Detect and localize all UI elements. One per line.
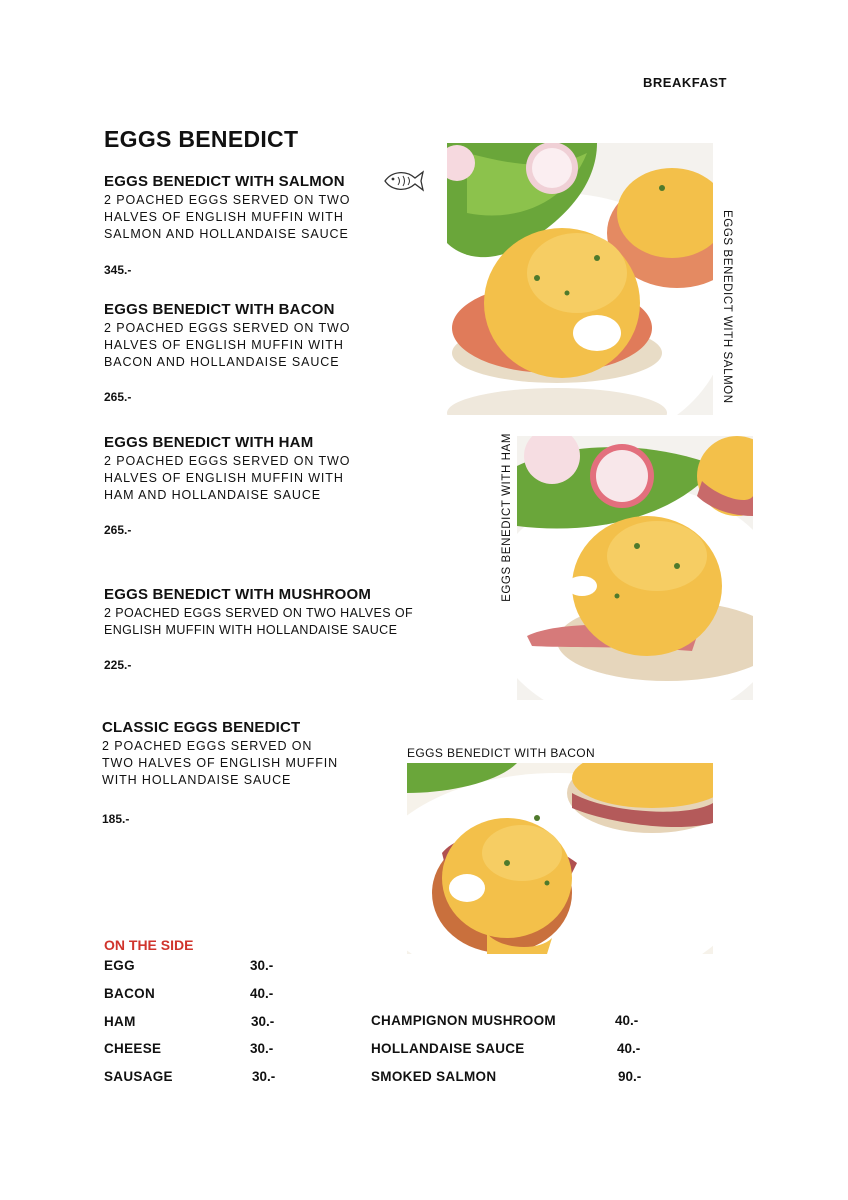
side-price-smoked-salmon: 90.- [618,1069,642,1084]
item-desc-bacon: 2 POACHED EGGS SERVED ON TWO HALVES OF ENGLISH MUFFIN WITH BACON AND HOLLANDAISE SAUCE [104,321,351,369]
side-section-title: ON THE SIDE [104,937,194,953]
side-item-egg: EGG [104,958,135,973]
photo-bacon [407,763,713,954]
side-price-champignon: 40.- [615,1013,639,1028]
side-price-sausage: 30.- [252,1069,276,1084]
side-price-egg: 30.- [250,958,274,973]
item-desc-classic: 2 POACHED EGGS SERVED ON TWO HALVES OF ENGLISH MUFFIN WITH HOLLANDAISE SAUCE [102,739,339,787]
side-item-champignon: CHAMPIGNON MUSHROOM [371,1013,556,1028]
side-item-smoked-salmon: SMOKED SALMON [371,1069,497,1084]
item-price-classic: 185.- [102,812,130,826]
side-price-hollandaise: 40.- [617,1041,641,1056]
side-price-ham: 30.- [251,1014,275,1029]
side-item-bacon: BACON [104,986,155,1001]
item-name-salmon: EGGS BENEDICT WITH SALMON [104,173,345,190]
photo-caption-ham: EGGS BENEDICT WITH HAM [501,433,513,602]
side-item-cheese: CHEESE [104,1041,162,1056]
photo-caption-salmon: EGGS BENEDICT WITH SALMON [721,210,733,404]
photo-caption-bacon: EGGS BENEDICT WITH BACON [407,746,596,760]
item-price-mushroom: 225.- [104,658,132,672]
side-item-ham: HAM [104,1014,136,1029]
item-name-mushroom: EGGS BENEDICT WITH MUSHROOM [104,586,372,603]
item-name-classic: CLASSIC EGGS BENEDICT [102,719,301,736]
item-price-ham: 265.- [104,523,132,537]
item-price-salmon: 345.- [104,263,132,277]
photo-salmon [447,143,713,415]
side-price-cheese: 30.- [250,1041,274,1056]
item-desc-ham: 2 POACHED EGGS SERVED ON TWO HALVES OF ENGLISH MUFFIN WITH HAM AND HOLLANDAISE SAUCE [104,454,351,502]
item-name-bacon: EGGS BENEDICT WITH BACON [104,301,335,318]
item-name-ham: EGGS BENEDICT WITH HAM [104,434,314,451]
side-price-bacon: 40.- [250,986,274,1001]
fish-icon [382,167,426,195]
section-label: BREAKFAST [643,75,727,90]
side-item-sausage: SAUSAGE [104,1069,173,1084]
side-item-hollandaise: HOLLANDAISE SAUCE [371,1041,525,1056]
item-price-bacon: 265.- [104,390,132,404]
photo-ham [517,436,753,700]
item-desc-salmon: 2 POACHED EGGS SERVED ON TWO HALVES OF ENGLISH MUFFIN WITH SALMON AND HOLLANDAISE SAUCE [104,193,351,241]
item-desc-mushroom: 2 POACHED EGGS SERVED ON TWO HALVES OF ENGLISH MUFFIN WITH HOLLANDAISE SAUCE [104,606,414,637]
page-title: EGGS BENEDICT [104,126,299,152]
